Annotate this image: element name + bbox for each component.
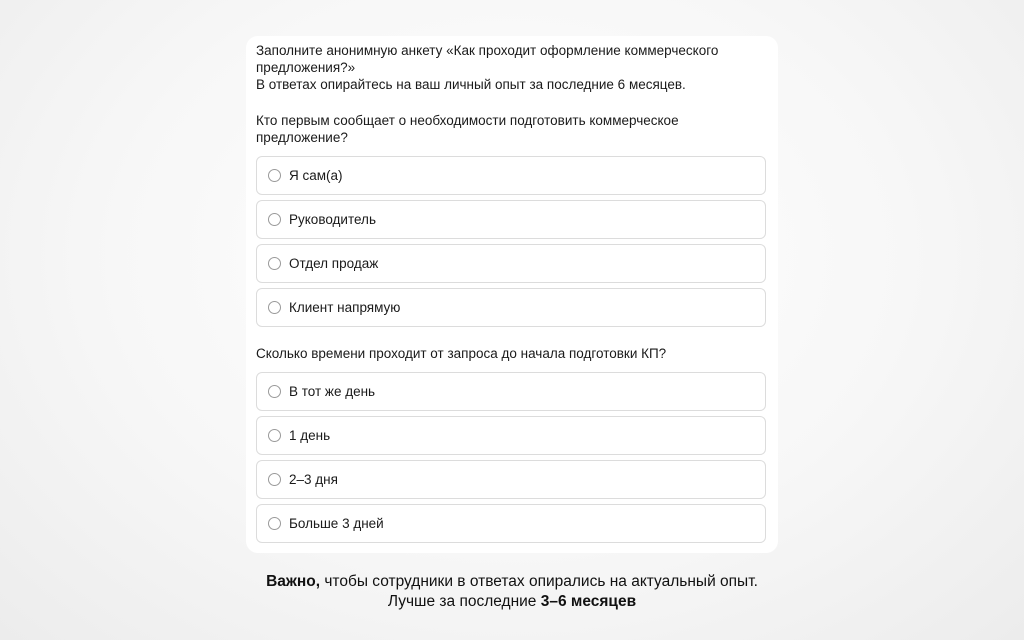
- question-2-text: Сколько времени проходит от запроса до начала подготовки КП?: [256, 346, 667, 361]
- radio-button[interactable]: [268, 301, 281, 314]
- question-2-options: [256, 372, 766, 543]
- radio-button[interactable]: [268, 169, 281, 182]
- question-2-option-1[interactable]: [256, 372, 766, 411]
- option-label: Больше 3 дней: [289, 516, 384, 531]
- option-label: 1 день: [289, 428, 331, 443]
- option-label: 2–3 дня: [289, 472, 338, 487]
- caption-line-1: [0, 572, 1024, 592]
- survey-intro-instruction: В ответах опирайтесь на ваш личный опыт за последние 6 месяцев.: [256, 77, 686, 92]
- radio-button[interactable]: [268, 213, 281, 226]
- option-label: Клиент напрямую: [289, 300, 401, 315]
- slide-caption: [0, 572, 1024, 612]
- survey-card: [246, 36, 778, 553]
- question-1-option-2[interactable]: [256, 200, 766, 239]
- question-1-options: [256, 156, 766, 327]
- question-2-option-2[interactable]: [256, 416, 766, 455]
- radio-button[interactable]: [268, 257, 281, 270]
- radio-button[interactable]: [268, 517, 281, 530]
- caption-text: чтобы сотрудники в ответах опирались на актуальный опыт.: [320, 573, 758, 590]
- survey-intro: [256, 42, 766, 93]
- option-label: Я сам(а): [289, 168, 343, 183]
- question-2-option-4[interactable]: [256, 504, 766, 543]
- option-label: В тот же день: [289, 384, 376, 399]
- question-1-option-1[interactable]: [256, 156, 766, 195]
- question-1-text: Кто первым сообщает о необходимости подготовить коммерческое предложение?: [256, 113, 679, 145]
- question-2-option-3[interactable]: [256, 460, 766, 499]
- radio-button[interactable]: [268, 473, 281, 486]
- option-label: Руководитель: [289, 212, 376, 227]
- survey-intro-title: Заполните анонимную анкету «Как проходит оформление коммерческого предложения?»: [256, 43, 719, 75]
- radio-button[interactable]: [268, 385, 281, 398]
- question-1-option-4[interactable]: [256, 288, 766, 327]
- caption-text: Лучше за последние: [387, 593, 541, 610]
- question-1-option-3[interactable]: [256, 244, 766, 283]
- caption-emphasis: 3–6 месяцев: [540, 593, 637, 610]
- radio-button[interactable]: [268, 429, 281, 442]
- option-label: Отдел продаж: [289, 256, 379, 271]
- caption-line-2: [0, 592, 1024, 612]
- caption-emphasis: Важно,: [266, 573, 321, 590]
